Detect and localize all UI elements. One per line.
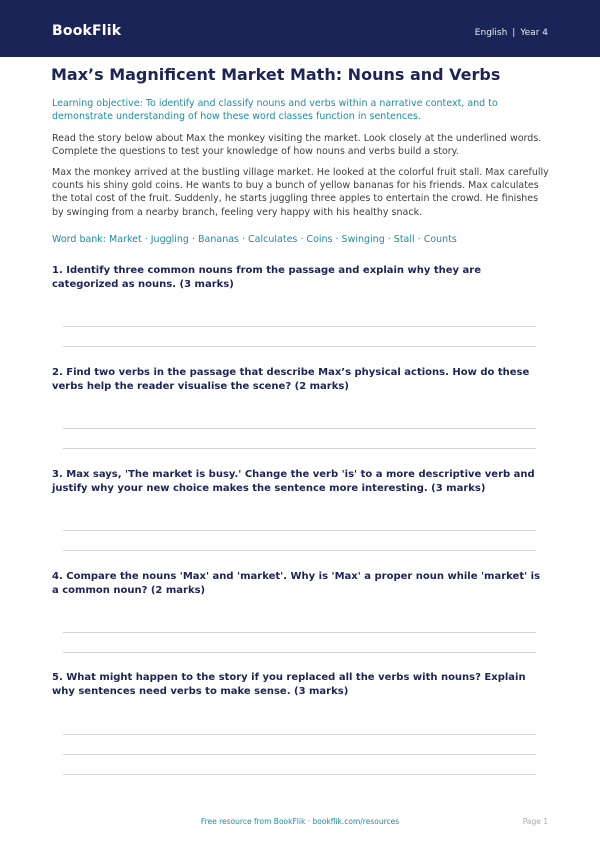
page-number: Page 1: [522, 817, 548, 826]
worksheet-title: Max’s Magnificent Market Math: Nouns and Verbs: [51, 65, 501, 84]
answer-line[interactable]: [63, 652, 536, 653]
answer-line[interactable]: [63, 448, 536, 449]
header-bar: [0, 0, 600, 57]
learning-objective: Learning objective: To identify and classify nouns and verbs within a narrative context, and to demonstrate understanding of how these word classes function in sentences.: [52, 98, 498, 122]
question-4: 4. Compare the nouns 'Max' and 'market'. Why is 'Max' a proper noun while 'market' is a common noun? (2 marks): [52, 571, 541, 596]
year-label: Year 4: [520, 28, 548, 38]
answer-line[interactable]: [63, 530, 536, 531]
story-passage: Max the monkey arrived at the bustling village market. He looked at the colorful fruit stall. Max carefully counts his shiny gold coins. He wants to buy a bunch of yellow bananas for his friends. Max calculates the total cost of the fruit. Suddenly, he starts juggling three apples to entertain the crowd. He finishes by swinging from a nearby branch, feeling very happy with his healthy snack.: [52, 167, 549, 218]
word-bank: Word bank: Market · Juggling · Bananas · Calculates · Coins · Swinging · Stall · Counts: [52, 234, 457, 245]
question-3: 3. Max says, 'The market is busy.' Change the verb 'is' to a more descriptive verb and justify why your new choice makes the sentence more interesting. (3 marks): [52, 469, 535, 494]
answer-line[interactable]: [63, 632, 536, 633]
answer-line[interactable]: [63, 326, 536, 327]
header-meta: [475, 28, 548, 38]
answer-line[interactable]: [63, 734, 536, 735]
meta-separator: |: [512, 28, 516, 38]
answer-line[interactable]: [63, 754, 536, 755]
subject-label: English: [474, 28, 508, 38]
question-1: 1. Identify three common nouns from the passage and explain why they are categorized as nouns. (3 marks): [52, 265, 482, 290]
question-2: 2. Find two verbs in the passage that describe Max’s physical actions. How do these verbs help the reader visualise the scene? (2 marks): [52, 367, 530, 392]
brand-logo[interactable]: BookFlik: [52, 23, 122, 39]
instructions: Read the story below about Max the monkey visiting the market. Look closely at the underlined words. Complete the questions to test your knowledge of how nouns and verbs build a story.: [52, 133, 542, 158]
question-5: 5. What might happen to the story if you replaced all the verbs with nouns? Explain why sentences need verbs to make sense. (3 marks): [52, 672, 526, 697]
footer-link[interactable]: Free resource from BookFlik · bookflik.com/resources: [200, 817, 400, 826]
answer-line[interactable]: [63, 346, 536, 347]
answer-line[interactable]: [63, 428, 536, 429]
answer-line[interactable]: [63, 550, 536, 551]
answer-line[interactable]: [63, 774, 536, 775]
